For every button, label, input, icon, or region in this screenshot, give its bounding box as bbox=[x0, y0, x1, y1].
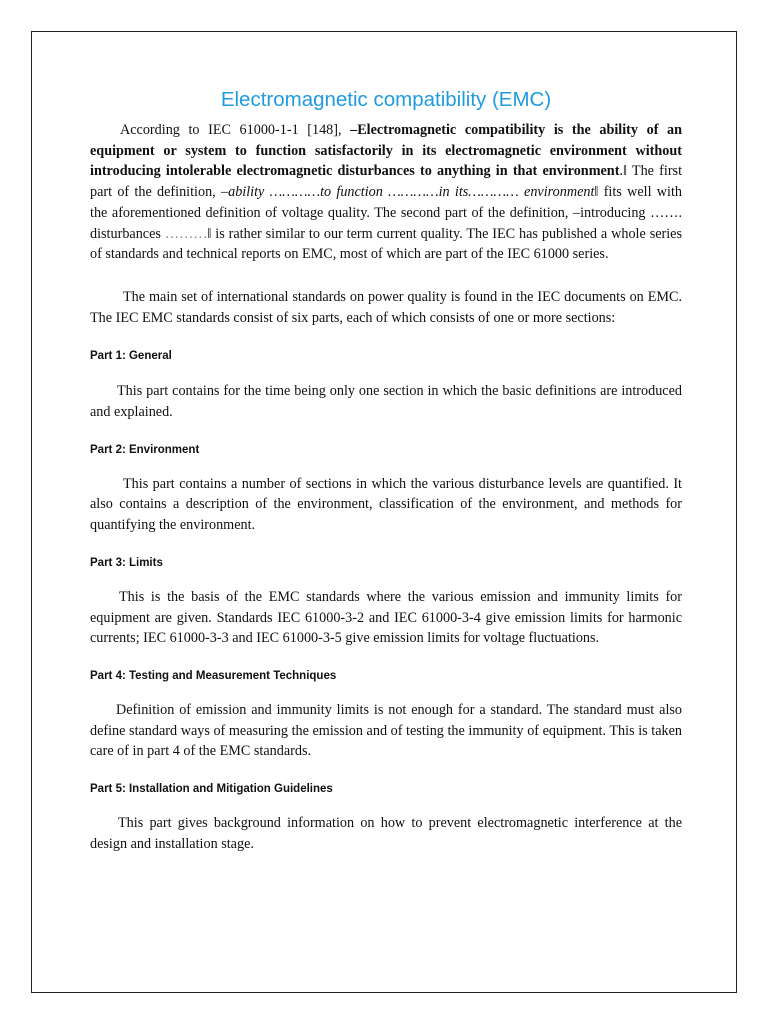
part5-text: This part gives background information on how to prevent electromagnetic interference at the design and installation stage. bbox=[90, 815, 682, 852]
main-set-paragraph bbox=[90, 287, 682, 328]
intro-lead: According to IEC 61000-1-1 [148], bbox=[120, 122, 351, 138]
part2-heading: Part 2: Environment bbox=[90, 443, 200, 456]
part3-paragraph bbox=[90, 587, 682, 649]
intro-light-dots: ……… bbox=[164, 225, 208, 242]
part4-text: Definition of emission and immunity limits is not enough for a standard. The standard must also define standard ways of measuring the emission and of testing the immunity of equipment. This is taken care of in part 4 of the EMC standards. bbox=[90, 701, 682, 760]
part3-text: This is the basis of the EMC standards where the various emission and immunity limits for equipment are given. Standards IEC 61000-3-2 and IEC 61000-3-4 give emission limits for harmonic currents; IEC 61000-3-3 and IEC 61000-3-5 give emission limits for voltage fluctuations. bbox=[90, 588, 682, 647]
intro-paragraph bbox=[90, 120, 682, 265]
part5-paragraph bbox=[90, 813, 682, 854]
document-body bbox=[90, 86, 682, 854]
part2-text: This part contains a number of sections in which the various disturbance levels are quantified. It also contains a description of the environment, classification of the environment, and methods for quantifying the environment. bbox=[90, 475, 682, 534]
part2-paragraph bbox=[90, 474, 682, 536]
document-title: Electromagnetic compatibility (EMC) bbox=[220, 88, 552, 111]
main-set-text: The main set of international standards on power quality is found in the IEC documents on EMC. The IEC EMC standards consist of six parts, each of which consists of one or more sections: bbox=[90, 288, 682, 326]
intro-quote-close: .‖ bbox=[619, 163, 627, 180]
intro-definition-bold: Electromagnetic compatibility is the ability of an equipment or system to function satisfactorily in its electromagnetic environment without introducing intolerable electromagnetic disturbances to anything in that environment bbox=[90, 122, 682, 180]
part4-heading: Part 4: Testing and Measurement Techniques bbox=[90, 669, 337, 682]
intro-after3: ‖ is rather similar to our term current quality. The IEC has published a whole series of standards and technical reports on EMC, most of which are part of the IEC 61000 series. bbox=[90, 225, 682, 263]
part1-paragraph bbox=[90, 381, 682, 422]
intro-after1: The first part of the definition, bbox=[90, 163, 683, 201]
intro-quote-open: – bbox=[350, 122, 358, 138]
intro-italic-definition: –ability …………to function …………in its………… environment‖ bbox=[221, 184, 599, 201]
part5-heading: Part 5: Installation and Mitigation Guidelines bbox=[90, 783, 333, 796]
intro-after2: fits well with the aforementioned definition of voltage quality. The second part of the definition, –introducing ……. disturbances bbox=[90, 184, 683, 242]
part1-heading: Part 1: General bbox=[90, 350, 172, 363]
part3-heading: Part 3: Limits bbox=[90, 556, 163, 569]
part4-paragraph bbox=[90, 700, 682, 762]
part1-text: This part contains for the time being only one section in which the basic definitions are introduced and explained. bbox=[90, 383, 682, 421]
